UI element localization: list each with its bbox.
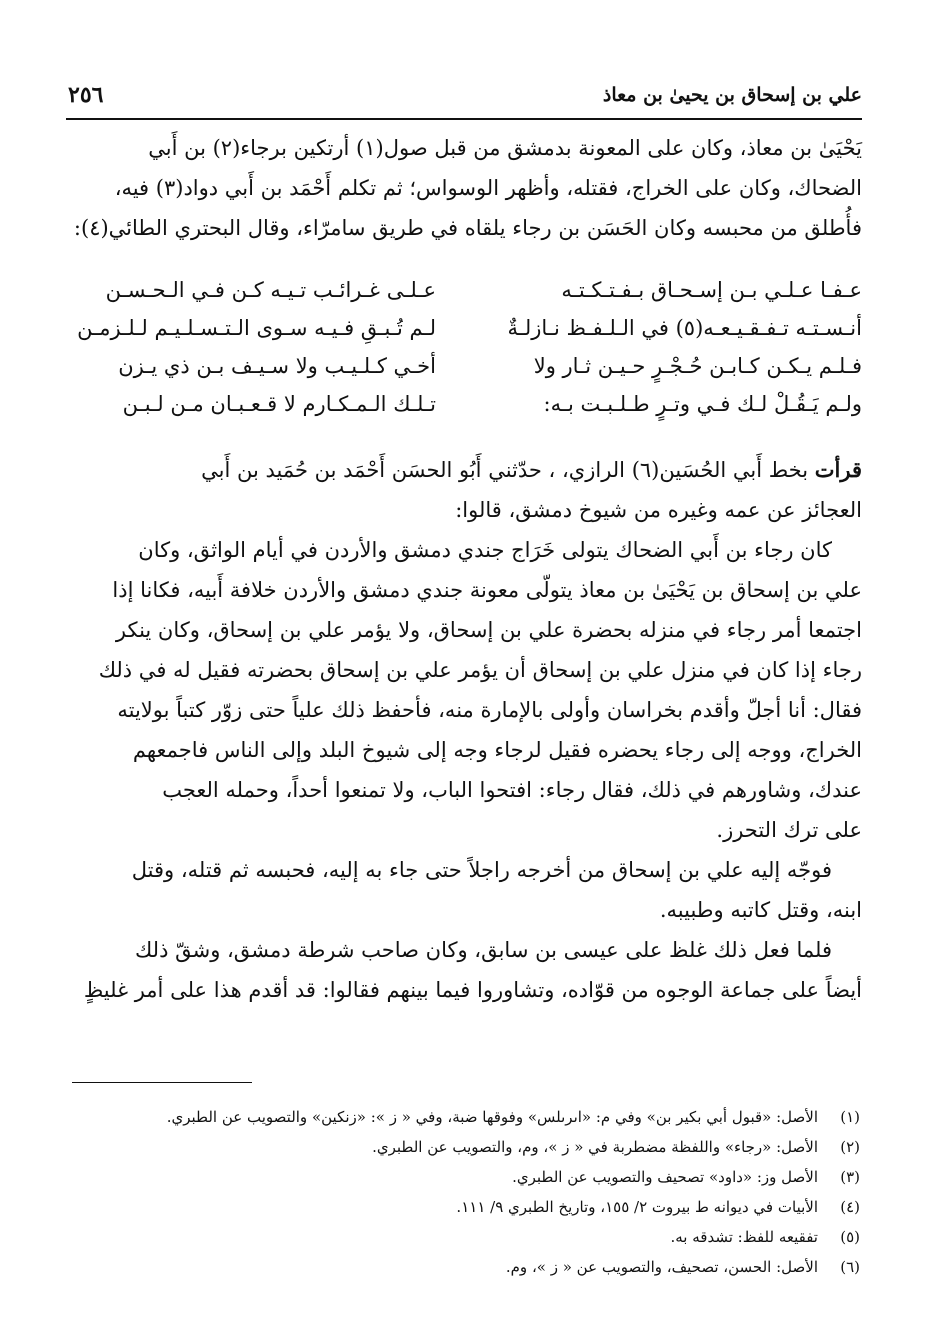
text-line: أيضاً على جماعة الوجوه من قوّاده، وتشاوروا فيما بينهم فقالوا: قد أقدم هذا على أمر غليظٍ	[83, 978, 862, 1002]
text-line: فقال: أنا أجلّ وأقدم بخراسان وأولى بالإمارة منه، فأحفظ ذلك علياً حتى زوّر كتباً بولايته	[117, 698, 862, 722]
verse-second-hemistich: عـلـى غـرائـب تـيـه كـن فـي الـحـسـن	[105, 278, 436, 302]
text-line: قرأت بخط أَبي الحُسَين(٦) الرازي، ، حدّثني أَبُو الحسَن أَحْمَد بن حُمَيد بن أَبي	[201, 457, 862, 482]
running-title: علي بن إسحاق بن يحيىٰ بن معاذ	[602, 84, 862, 106]
text-line: اجتمعا أمر رجاء في منزله بحضرة علي بن إسحاق، ولا يؤمر علي بن إسحاق، وكان ينكر	[115, 618, 862, 642]
text-line: الضحاك، وكان على الخراج، فقتله، وأظهر الوسواس؛ ثم تكلم أَحْمَد بن أَبي دواد(٣) فيه،	[114, 176, 862, 200]
verse-first-hemistich: أنـسـتـه تـفـقـيـعـه(٥) في الـلـفـظ نـازلـةٌ	[507, 316, 862, 340]
text-line: يَحْيَىٰ بن معاذ، وكان على المعونة بدمشق من قبل صول(١) أرتكين برجاء(٢) بن أَبي	[148, 136, 862, 160]
footnote-text: الأصل: «رجاء» واللفظة مضطربة في « ز »، وم، والتصويب عن الطبري.	[372, 1138, 818, 1156]
verse-second-hemistich: تـلـك الـمـكـارم لا قـعـبـان مـن لـبـن	[122, 392, 436, 416]
footnote-text: تفقيعه للفظ: تشدقه به.	[670, 1228, 818, 1246]
footnote-text: الأبيات في ديوانه ط بيروت ٢/ ١٥٥، وتاريخ الطبري ٩/ ١١١.	[456, 1198, 818, 1216]
running-header	[66, 82, 862, 118]
text-line: كان رجاء بن أَبي الضحاك يتولى خَرَاج جندي دمشق والأردن في أيام الواثق، وكان	[138, 538, 832, 562]
footnote-number: (٢)	[840, 1138, 860, 1156]
poem-verse	[66, 316, 862, 354]
footnote	[80, 1132, 860, 1162]
body-text	[66, 450, 862, 1010]
footnote-text: الأصل: «قبول أبي بكير بن» وفي م: «اىرىلس» وفوقها ضبة، وفي « ز »: «زنكين» والتصويب عن الطبري.	[166, 1108, 818, 1126]
poem	[66, 278, 862, 430]
footnote-number: (٤)	[840, 1198, 860, 1216]
footnote	[80, 1102, 860, 1132]
verse-second-hemistich: أخـي كـلـيـب ولا سـيـف بـن ذي يـزن	[118, 354, 436, 378]
footnote-number: (٣)	[840, 1168, 860, 1186]
text-line: فأُطلق من محبسه وكان الحَسَن بن رجاء يلقاه في طريق سامرّاء، وقال البحتري الطائي(٤):	[73, 216, 862, 240]
footnote-number: (٥)	[840, 1228, 860, 1246]
text-line: على ترك التحرز.	[716, 818, 862, 842]
footnote-divider	[72, 1082, 252, 1083]
text-line: فلما فعل ذلك غلظ على عيسى بن سابق، وكان صاحب شرطة دمشق، وشقّ ذلك	[134, 938, 832, 962]
page-number: ٢٥٦	[68, 82, 104, 108]
footnote-text: الأصل وز: «داود» تصحيف والتصويب عن الطبري.	[512, 1168, 818, 1186]
poem-verse	[66, 392, 862, 430]
text-line: الخراج، ووجه إلى رجاء يحضره فقيل لرجاء وجه إلى شيوخ البلد وإلى الناس فاجمعهم	[132, 738, 862, 762]
verse-first-hemistich: عـفـا عـلـي بـن إسـحـاق بـفـتـكـتـه	[561, 278, 862, 302]
verse-first-hemistich: فـلـم يـكـن كـابـن حُـجْـرٍ حـيـن ثـار ولا	[533, 354, 862, 378]
poem-verse	[66, 354, 862, 392]
poem-verse	[66, 278, 862, 316]
footnote-number: (٦)	[840, 1258, 860, 1276]
footnotes	[80, 1102, 860, 1282]
footnote-number: (١)	[840, 1108, 860, 1126]
text-line: علي بن إسحاق بن يَحْيَىٰ بن معاذ يتولّى معونة جندي دمشق والأردن خلافة أَبيه، فكانا إذا	[112, 578, 862, 602]
footnote	[80, 1222, 860, 1252]
paragraph-lead-word: قرأت	[814, 457, 862, 482]
footnote	[80, 1162, 860, 1192]
text-line: العجائز عن عمه وغيره من شيوخ دمشق، قالوا:	[455, 498, 862, 522]
header-divider	[66, 118, 862, 120]
intro-paragraph	[66, 128, 862, 248]
text-line: فوجّه إليه علي بن إسحاق من أخرجه راجلاً حتى جاء به إليه، فحبسه ثم قتله، وقتل	[131, 858, 832, 882]
footnote	[80, 1252, 860, 1282]
text-line: ابنه، وقتل كاتبه وطبيبه.	[659, 898, 862, 922]
footnote-text: الأصل: الحسن، تصحيف، والتصويب عن « ز »، وم.	[505, 1258, 818, 1276]
footnote	[80, 1192, 860, 1222]
text-line: رجاء إذا كان في منزل علي بن إسحاق أن يؤمر علي بن إسحاق بحضرته فقيل له في ذلك	[98, 658, 862, 682]
verse-first-hemistich: ولـم يَـقُـلْ لـك فـي وتـرٍ طـلـبـت بـه:	[543, 392, 862, 416]
verse-second-hemistich: لـم تُـبـقِ فـيـه سـوى الـتـسـلـيـم لـلـزمـن	[77, 316, 436, 340]
text-line: عندك، وشاورهم في ذلك، فقال رجاء: افتحوا الباب، ولا تمنعوا أحداً، وحمله العجب	[162, 778, 862, 802]
